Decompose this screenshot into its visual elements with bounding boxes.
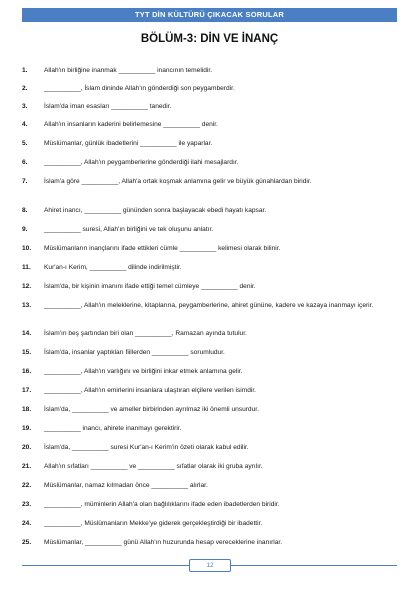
- question-number: 12.: [22, 283, 32, 290]
- question-item: [22, 462, 402, 471]
- question-number: 13.: [22, 302, 32, 309]
- question-item: [22, 206, 402, 215]
- question-text: __________ suresi, Allah'ın birliğini ve tek oluşunu anlatır.: [44, 226, 214, 233]
- question-number: 17.: [22, 387, 32, 394]
- question-text: Allah'ın birliğine inanmak __________ inancının temelidir.: [44, 67, 213, 74]
- question-item: [22, 519, 402, 528]
- question-number: 19.: [22, 425, 32, 432]
- question-text: İslam'ın beş şartından biri olan __________, Ramazan ayında tutulur.: [44, 330, 247, 337]
- question-number: 5.: [22, 140, 28, 147]
- question-item: [22, 84, 402, 93]
- header-banner: TYT DİN KÜLTÜRÜ ÇIKACAK SORULAR: [22, 8, 397, 22]
- question-number: 22.: [22, 482, 32, 489]
- page-number: 12: [189, 559, 231, 572]
- question-text: __________, Allah'ın varlığını ve birliğini inkar etmek anlamına gelir.: [44, 368, 243, 375]
- question-item: [22, 348, 402, 357]
- question-item: [22, 538, 402, 547]
- question-number: 7.: [22, 178, 28, 185]
- question-number: 14.: [22, 330, 32, 337]
- question-text: __________, Allah'ın meleklerine, kitaplarına, peygamberlerine, ahiret gününe, kadere ve kazaya inanmayı içerir.: [44, 302, 374, 309]
- question-item: [22, 367, 402, 376]
- question-text: __________ inancı, ahirete inanmayı gerektirir.: [44, 425, 182, 432]
- question-text: İslam'da, __________ ve ameller birbirinden ayrılmaz iki önemli unsurdur.: [44, 406, 259, 413]
- section-title: BÖLÜM-3: DİN VE İNANÇ: [140, 33, 279, 45]
- question-number: 24.: [22, 520, 32, 527]
- question-item: [22, 139, 402, 148]
- question-text: Müslümanların inançlarını ifade ettikleri cümle __________ kelimesi olarak bilinir.: [44, 245, 281, 252]
- question-number: 4.: [22, 121, 28, 128]
- question-text: İslam'da, __________ suresi Kur'an-ı Kerim'in özeti olarak kabul edilir.: [44, 444, 249, 451]
- question-number: 2.: [22, 85, 28, 92]
- question-text: İslam'da, bir kişinin imanını ifade ettiği temel cümleye __________ denir.: [44, 283, 256, 290]
- question-text: Allah'ın sıfatları __________ ve __________ sıfatlar olarak iki gruba ayrılır.: [44, 463, 263, 470]
- question-number: 9.: [22, 226, 28, 233]
- question-item: [22, 177, 402, 186]
- question-item: [22, 405, 402, 414]
- question-text: __________, Allah'ın emirlerini insanlara ulaştıran elçilere verilen isimdir.: [44, 387, 257, 394]
- question-number: 16.: [22, 368, 32, 375]
- question-number: 11.: [22, 264, 31, 271]
- question-item: [22, 329, 402, 338]
- question-item: [22, 120, 402, 129]
- question-item: [22, 66, 402, 75]
- question-text: Müslümanlar, __________ günü Allah'ın huzurunda hesap vereceklerine inanırlar.: [44, 539, 283, 546]
- question-text: __________, İslam dininde Allah'ın gönderdiği son peygamberdir.: [44, 85, 235, 92]
- question-number: 1.: [22, 67, 28, 74]
- question-item: [22, 158, 402, 167]
- question-item: [22, 443, 402, 452]
- question-number: 15.: [22, 349, 32, 356]
- question-item: [22, 500, 402, 509]
- question-item: [22, 481, 402, 490]
- question-number: 3.: [22, 103, 28, 110]
- question-number: 25.: [22, 539, 32, 546]
- question-item: [22, 244, 402, 253]
- question-text: Müslümanlar, günlük ibadetlerini __________ ile yaparlar.: [44, 140, 213, 147]
- question-item: [22, 282, 402, 291]
- question-number: 18.: [22, 406, 32, 413]
- question-text: __________, Allah'ın peygamberlerine gönderdiği ilahi mesajlardır.: [44, 159, 239, 166]
- question-text: İslam'a göre __________, Allah'a ortak koşmak anlamına gelir ve büyük günahlardan biridir.: [44, 178, 312, 185]
- question-text: İslam'da, insanlar yaptıkları fiillerden __________ sorumludur.: [44, 349, 225, 356]
- question-item: [22, 386, 402, 395]
- question-item: [22, 424, 402, 433]
- question-number: 20.: [22, 444, 32, 451]
- question-item: [22, 102, 402, 111]
- question-item: [22, 263, 402, 272]
- question-number: 8.: [22, 207, 28, 214]
- question-text: Ahiret inancı, __________ gününden sonra başlayacak ebedi hayatı kapsar.: [44, 207, 267, 214]
- question-number: 21.: [22, 463, 32, 470]
- question-number: 23.: [22, 501, 32, 508]
- question-text: __________, Müslümanların Mekke'ye giderek gerçekleştirdiği bir ibadettir.: [44, 520, 263, 527]
- question-text: Müslümanlar, namaz kılmadan önce __________ alırlar.: [44, 482, 208, 489]
- question-number: 10.: [22, 245, 32, 252]
- question-text: Kur'an-ı Kerim, __________ dilinde indirilmiştir.: [44, 264, 182, 271]
- question-number: 6.: [22, 159, 28, 166]
- question-text: __________, müminlerin Allah'a olan bağlılıklarını ifade eden ibadetlerden biridir.: [44, 501, 280, 508]
- question-text: Allah'ın insanların kaderini belirlemesine __________ denir.: [44, 121, 218, 128]
- question-item: [22, 301, 402, 310]
- question-item: [22, 225, 402, 234]
- question-text: İslam'da iman esasları __________ tanedir.: [44, 103, 172, 110]
